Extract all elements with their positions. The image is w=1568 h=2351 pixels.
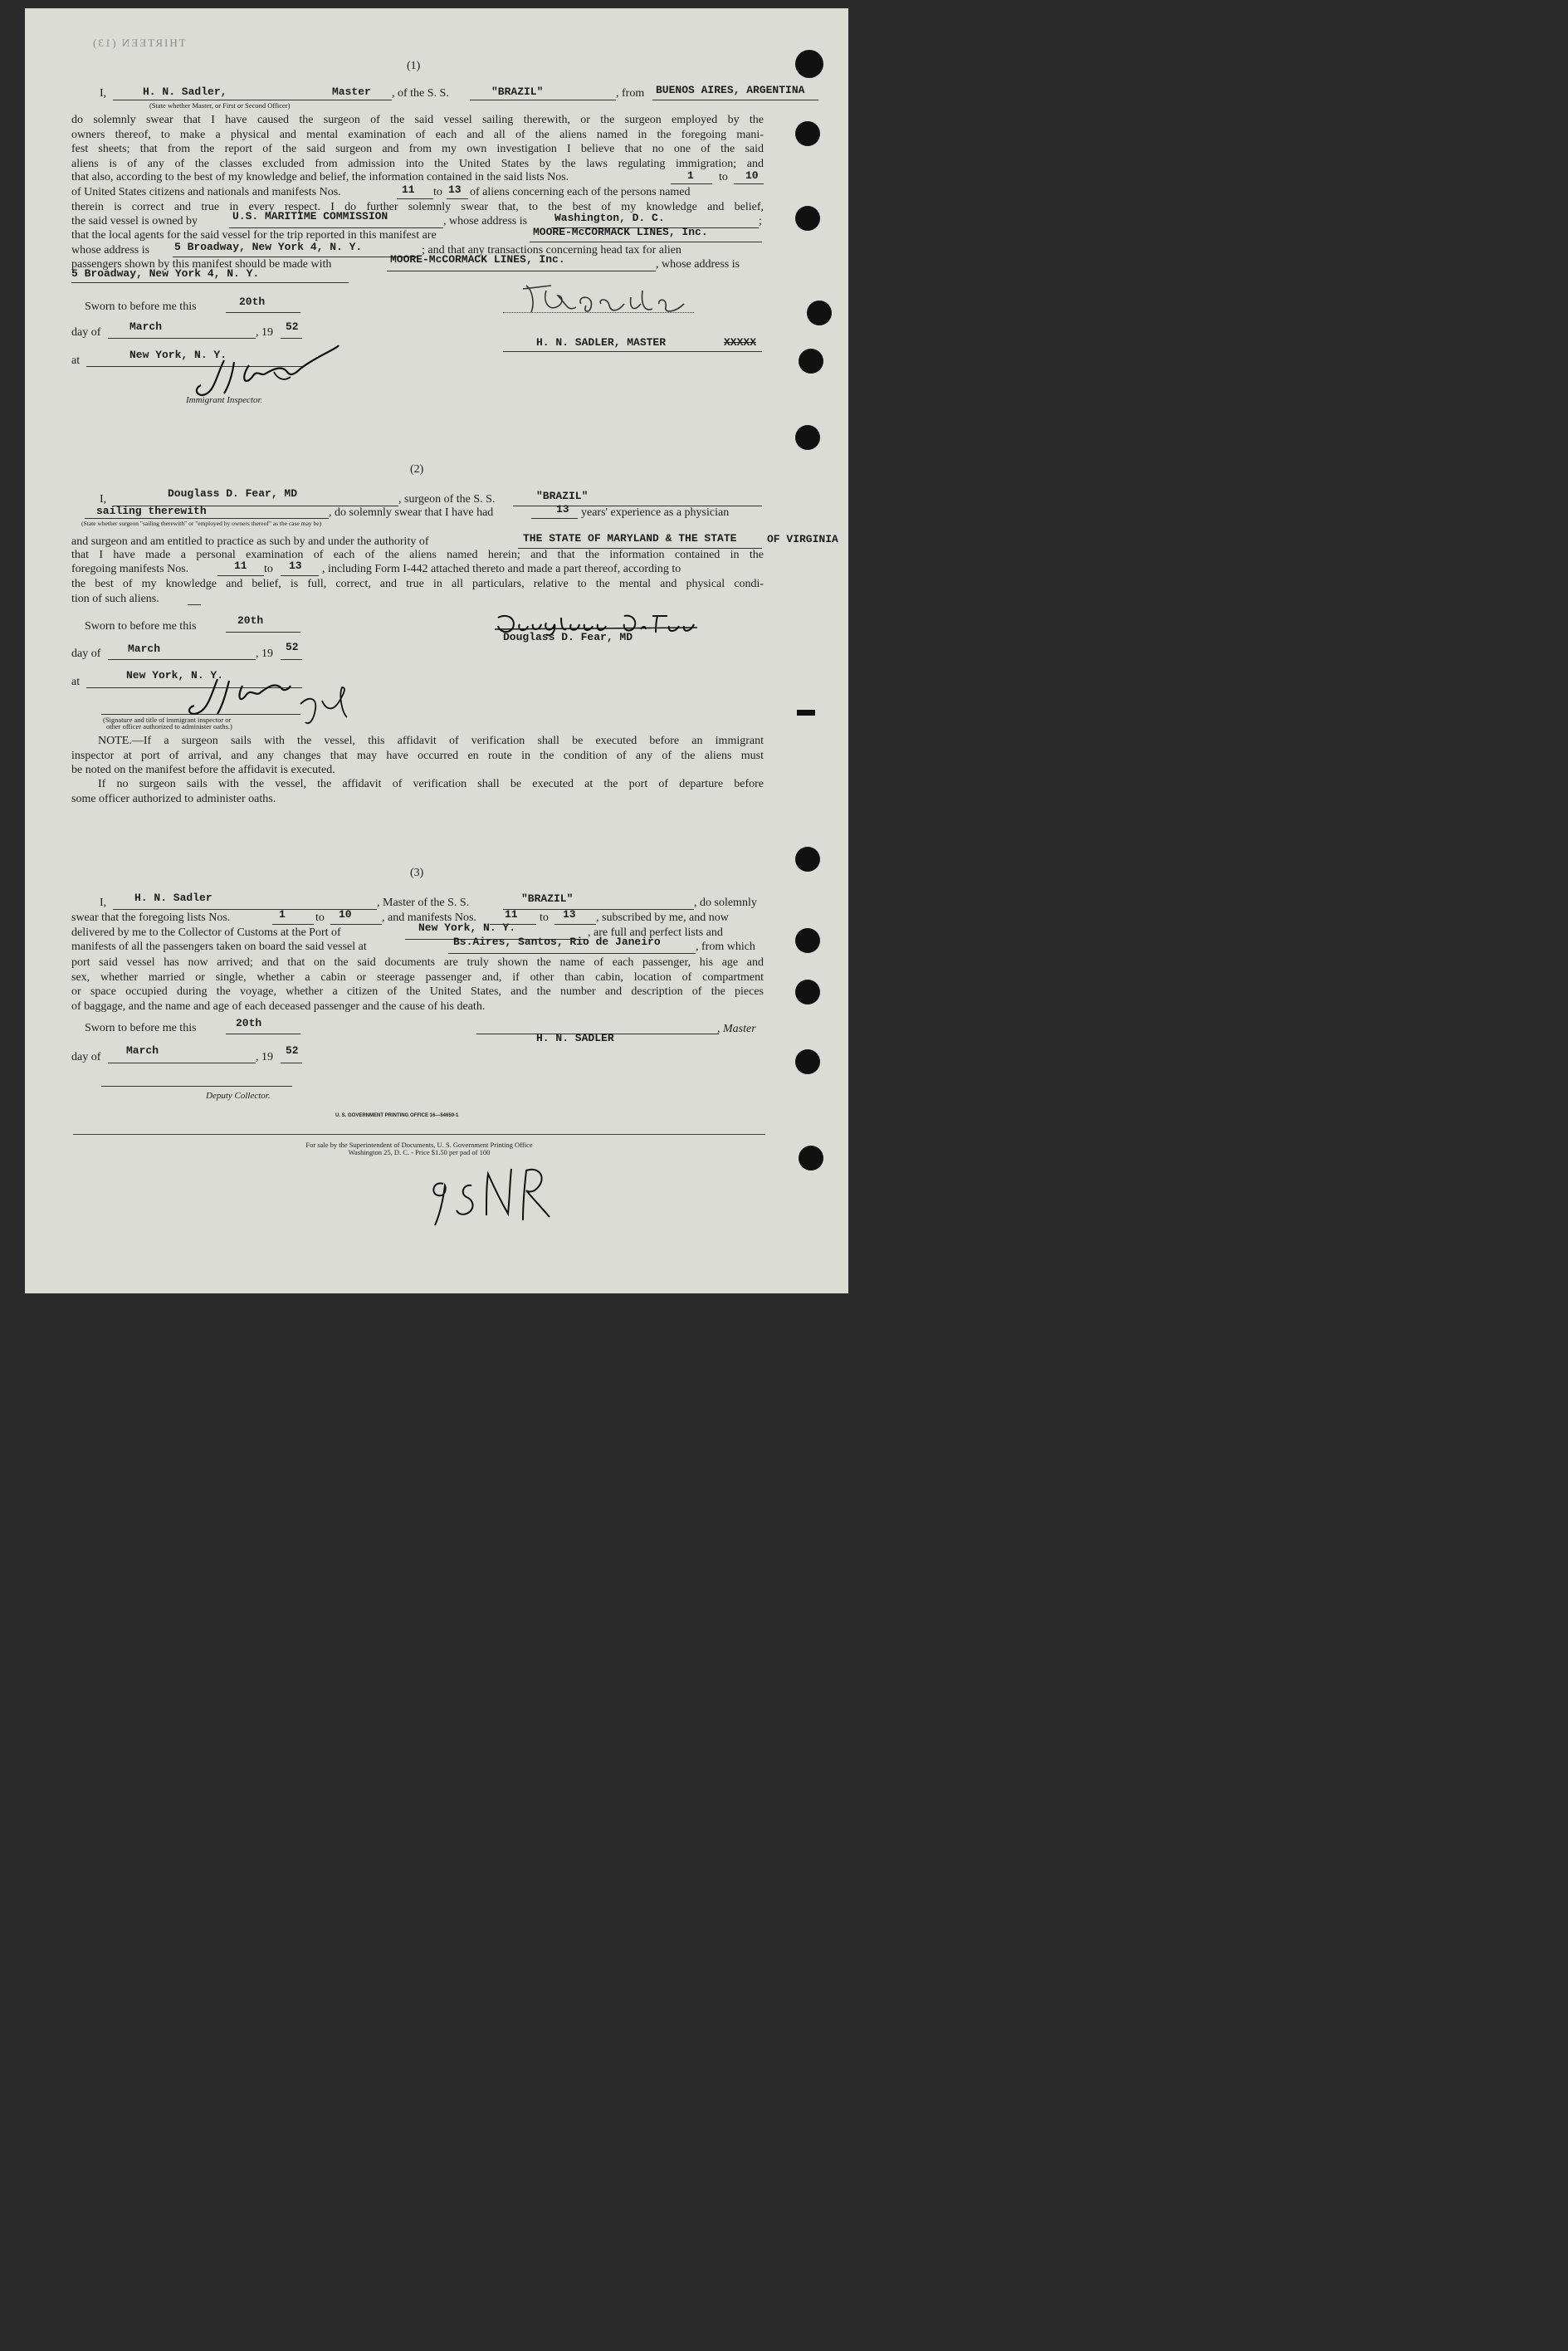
s1-line6: of United States citizens and nationals and manifests Nos. [71,186,341,198]
s1-line8b: , whose address is [443,215,528,227]
s2-sailing: sailing therewith [96,505,207,517]
punch-hole [799,1146,823,1171]
s1-line10b: ; and that any transactions concerning head tax for alien [422,244,681,257]
punch-hole [795,50,823,78]
s2-paragraph-line: the best of my knowledge and belief, is full, correct, and true in all particulars, relative to the mental and physical condi- [71,578,764,590]
punch-hole [799,349,823,374]
s3-day-of: day of [71,1051,101,1063]
s1-i: I, [100,87,107,100]
s3-ports: Bs.Aires, Santos, Rio de Janeiro [453,936,661,948]
s1-from-place: BUENOS AIRES, ARGENTINA [656,84,805,96]
s2-line5b: , including Form I-442 attached thereto and made a part thereof, according to [322,563,681,575]
s3-i: I, [100,897,107,909]
s1-lists-from: 1 [687,169,694,182]
s1-line11: passengers shown by this manifest should be made with [71,258,332,271]
s2-surgeon-of: , surgeon of the S. S. [398,493,496,506]
s3-paragraph-line: port said vessel has now arrived; and that on the said documents are truly shown the name of each passenger, his age and [71,956,764,969]
gpo-imprint: U. S. GOVERNMENT PRINTING OFFICE 16—54650-1 [335,1113,459,1118]
s1-semicolon: ; [759,215,762,227]
s1-from-label: , from [616,87,645,100]
s1-sworn-day: 20th [239,296,266,308]
s3-paragraph-line: sex, whether married or single, whether a cabin or steerage passenger and, if other than cabin, location of compartment [71,970,764,984]
s3-manifest-from: 11 [505,908,518,921]
s2-year-prefix: , 19 [256,648,273,660]
s1-agents: MOORE-McCORMACK LINES, Inc. [533,226,708,238]
s1-paragraph-line: therein is correct and true in every respect. I do further solemnly swear that, to the best of my knowledge and belief, [71,201,764,213]
punch-hole [797,710,815,716]
s2-paragraph-line: that I have made a personal examination of each of the aliens named herein; and that the information contained in the [71,549,764,561]
s3-port: New York, N. Y. [418,921,516,934]
s2-swear-b: years' experience as a physician [581,506,730,519]
s1-tax-agent-address: 5 Broadway, New York 4, N. Y. [71,267,260,280]
s1-tax-agent: MOORE-McCORMACK LINES, Inc. [390,253,565,266]
master-signature [518,279,692,320]
s2-note-line: inspector at port of arrival, and any changes that may have occurred en route in the condition of any of the aliens must [71,749,764,762]
s3-collector-caption: Deputy Collector. [206,1091,271,1101]
s1-line11b: , whose address is [656,258,740,271]
s3-paragraph-line: or space occupied during the voyage, whether a citizen of the United States, and the number and description of the pieces [71,985,764,999]
s2-years: 13 [556,503,569,516]
s2-sig-caption-2: other officer authorized to administer oaths.) [106,722,232,731]
s2-place: New York, N. Y. [126,669,224,682]
s3-line2b: , and manifests Nos. [382,912,476,924]
punch-hole [795,1049,820,1074]
s3-line2: swear that the foregoing lists Nos. [71,912,231,924]
s2-manifest-from: 11 [234,560,247,572]
s3-solemnly: , do solemnly [694,897,757,909]
handwritten-note [423,1166,556,1232]
s1-line6b: of aliens concerning each of the persons named [470,186,691,198]
s1-day-of: day of [71,326,101,339]
s3-master-name: H. N. Sadler [134,892,212,904]
s2-year: 52 [286,641,299,653]
s3-line4: manifests of all the passengers taken on board the said vessel at [71,941,367,953]
s2-note-line: NOTE.—If a surgeon sails with the vessel, this affidavit of verification shall be executed before an immigrant [98,735,764,747]
s2-at: at [71,676,81,688]
s3-ship: "BRAZIL" [521,892,574,905]
s2-paragraph-line: tion of such aliens. [71,592,159,605]
s1-lists-to: 10 [745,169,759,182]
s2-authority-2: OF VIRGINIA [767,533,838,545]
punch-hole [807,301,832,325]
s1-master-title: Master [332,86,371,98]
s1-month: March [129,320,163,333]
s1-owner: U.S. MARITIME COMMISSION [232,210,388,222]
s3-manifest-to: 13 [563,908,576,921]
s1-line8: the said vessel is owned by [71,215,198,227]
s3-line2c: , subscribed by me, and now [596,912,729,924]
s3-line3b: , are full and perfect lists and [588,926,723,939]
s1-at: at [71,354,81,367]
s2-i: I, [100,493,107,506]
punch-hole [795,847,820,872]
s1-manifest-to: 13 [448,183,462,196]
punch-hole [795,980,820,1004]
punch-hole [795,206,820,231]
s2-line3: and surgeon and am entitled to practice as such by and under the authority of [71,535,429,548]
s1-master-name: H. N. Sadler, [143,86,227,98]
s3-month: March [126,1044,159,1057]
section-2-number: (2) [410,463,424,476]
s1-struck-text: XXXXX [724,336,757,349]
s2-sworn-day: 20th [237,614,264,627]
s2-state-caption: (State whether surgeon "sailing therewith" or "employed by owners thereof" as the case may be) [81,520,322,527]
s2-ship: "BRAZIL" [536,490,589,502]
s3-to: to [540,912,549,924]
s3-to: to [315,912,325,924]
s1-line9: that the local agents for the said vessel for the trip reported in this manifest are [71,229,437,242]
s2-authority: THE STATE OF MARYLAND & THE STATE [523,532,737,545]
s1-manifest-from: 11 [402,183,415,196]
s3-line3: delivered by me to the Collector of Customs at the Port of [71,926,341,939]
s2-line5: foregoing manifests Nos. [71,563,189,575]
s2-note-line: be noted on the manifest before the affidavit is executed. [71,764,335,777]
s2-swear-a: , do solemnly swear that I have had [329,506,494,519]
s1-state-caption: (State whether Master, or First or Second Officer) [149,101,291,110]
s2-day-of: day of [71,648,101,660]
faded-stamp: THIRTEEN (13) [91,37,186,49]
s1-paragraph-line: aliens is of any of the classes excluded from admission into the United States by the laws regulating immigration; and [71,157,764,170]
s3-lists-to: 10 [339,908,352,921]
s2-note2-line: some officer authorized to administer oaths. [71,792,276,805]
s3-master-print: H. N. SADLER [536,1032,614,1044]
s1-paragraph-line: do solemnly swear that I have caused the surgeon of the said vessel sailing therewith, or the surgeon employed by the [71,114,764,126]
s1-line10: whose address is [71,244,150,257]
s1-agent-address: 5 Broadway, New York 4, N. Y. [174,241,363,253]
s3-sworn-day: 20th [236,1017,262,1029]
s3-paragraph-line: of baggage, and the name and age of each deceased passenger and the cause of his death. [71,1000,486,1013]
s1-paragraph-line: fest sheets; that from the report of the said surgeon and from my own investigation I believe that no one of the said [71,143,764,156]
s1-master-signature-print: H. N. SADLER, MASTER [536,336,667,349]
s3-lists-from: 1 [279,908,286,921]
s3-year: 52 [286,1044,299,1057]
inspector-signature [191,344,349,403]
s2-note2-line: If no surgeon sails with the vessel, the affidavit of verification shall be executed at the port of departure before [98,778,764,790]
s3-line4b: , from which [696,941,755,953]
s1-line5: that also, according to the best of my knowledge and belief, the information contained in the said lists Nos. [71,171,569,183]
s1-of-ss: , of the S. S. [392,87,449,100]
s1-year: 52 [286,320,299,333]
s3-master-suffix: , Master [717,1023,756,1035]
inspector-signature-2 [184,662,367,729]
s2-surgeon-signature-print: Douglass D. Fear, MD [503,631,633,643]
s1-ship: "BRAZIL" [491,86,544,98]
s1-paragraph-line: owners thereof, to make a physical and mental examination of each and all of the aliens named in the foregoing mani- [71,128,764,141]
s1-owner-address: Washington, D. C. [554,212,665,224]
s1-to: to [719,171,728,183]
section-1-number: (1) [407,60,421,72]
s1-to: to [433,186,442,198]
s1-inspector-caption: Immigrant Inspector. [186,395,263,405]
s2-surgeon-name: Douglass D. Fear, MD [168,487,298,500]
s3-sworn-label: Sworn to before me this [85,1022,197,1034]
punch-hole [795,425,820,450]
s2-sworn-label: Sworn to before me this [85,620,197,633]
section-3-number: (3) [410,867,424,879]
sale-notice-2: Washington 25, D. C. - Price $1.50 per pad of 100 [348,1148,491,1156]
s1-sworn-label: Sworn to before me this [85,301,197,313]
s2-to: to [264,563,273,575]
s1-year-prefix: , 19 [256,326,273,339]
s1-place: New York, N. Y. [129,349,227,361]
s2-sig-caption-1: (Signature and title of immigrant inspector or [103,716,232,724]
sale-notice-1: For sale by the Superintendent of Documents, U. S. Government Printing Office [305,1141,533,1149]
punch-hole [795,121,820,146]
s3-year-prefix: , 19 [256,1051,273,1063]
s2-manifest-to: 13 [289,560,302,572]
s3-master-of: , Master of the S. S. [377,897,470,909]
s2-month: March [128,643,161,655]
punch-hole [795,928,820,953]
